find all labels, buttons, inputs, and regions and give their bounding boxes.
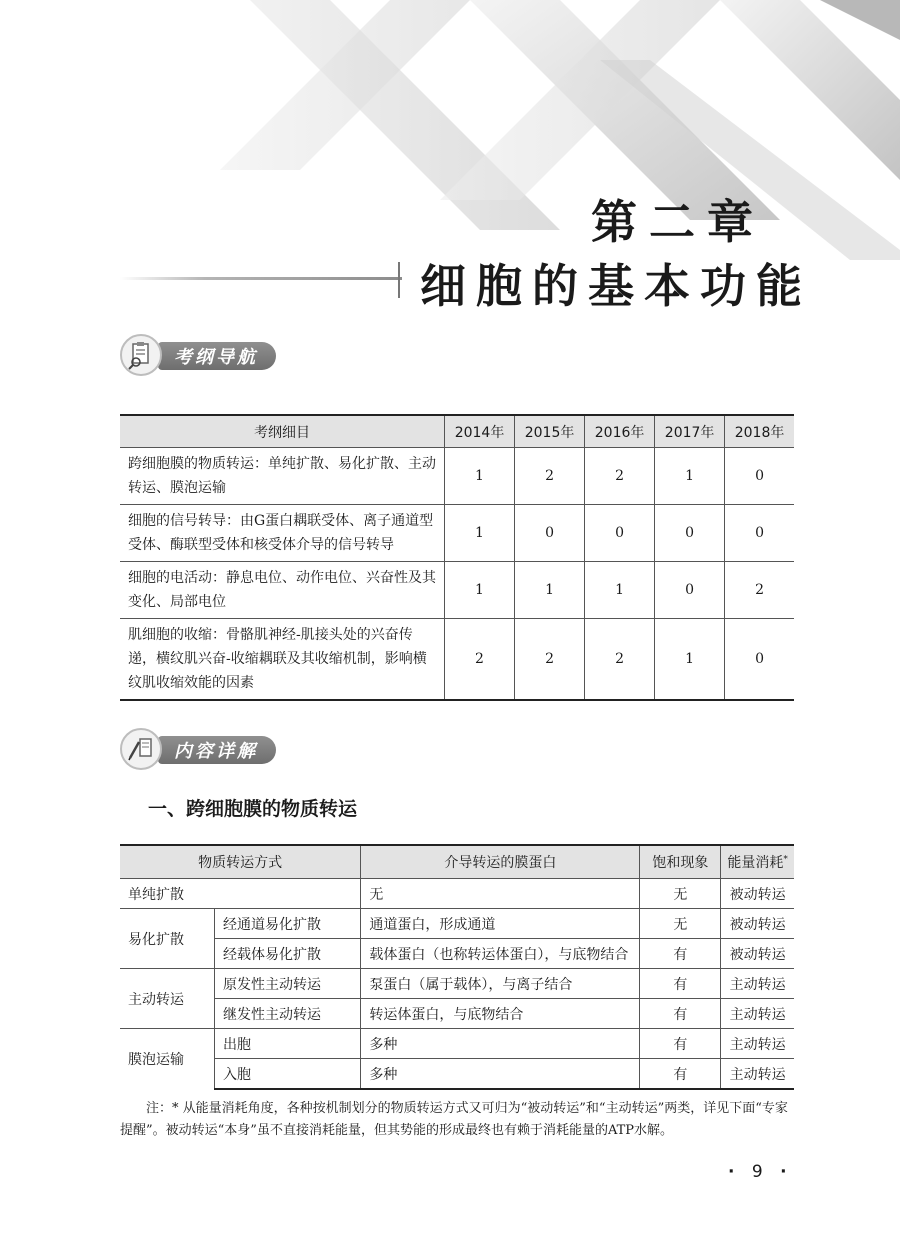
section-label: 考纲导航 — [174, 347, 258, 368]
section-header-content-detail — [120, 728, 280, 772]
count-cell: 2 — [585, 619, 655, 701]
saturation-cell: 无 — [640, 879, 721, 909]
energy-cell: 被动转运 — [721, 939, 794, 969]
table-row — [120, 505, 794, 562]
table-row — [120, 999, 794, 1029]
column-header: 物质转运方式 — [120, 845, 361, 879]
energy-cell: 主动转运 — [721, 1059, 794, 1090]
protein-cell: 多种 — [361, 1029, 640, 1059]
submethod-cell: 继发性主动转运 — [215, 999, 361, 1029]
title-rule — [120, 277, 402, 280]
saturation-cell: 有 — [640, 1059, 721, 1090]
column-header: 能量消耗* — [721, 845, 794, 879]
count-cell: 1 — [515, 562, 585, 619]
count-cell: 2 — [445, 619, 515, 701]
count-cell: 1 — [445, 562, 515, 619]
topic-cell: 细胞的电活动：静息电位、动作电位、兴奋性及其变化、局部电位 — [120, 562, 445, 619]
column-header: 介导转运的膜蛋白 — [361, 845, 640, 879]
submethod-cell: 入胞 — [215, 1059, 361, 1090]
count-cell: 1 — [445, 448, 515, 505]
energy-cell: 被动转运 — [721, 879, 794, 909]
count-cell: 0 — [655, 505, 725, 562]
submethod-cell: 原发性主动转运 — [215, 969, 361, 999]
topic-cell: 跨细胞膜的物质转运：单纯扩散、易化扩散、主动转运、膜泡运输 — [120, 448, 445, 505]
transport-table — [120, 844, 794, 1090]
header-decoration — [0, 0, 900, 260]
count-cell: 0 — [515, 505, 585, 562]
submethod-cell: 经载体易化扩散 — [215, 939, 361, 969]
pen-book-icon — [120, 728, 162, 770]
table-header-row — [120, 415, 794, 448]
saturation-cell: 有 — [640, 939, 721, 969]
table-row — [120, 448, 794, 505]
column-header: 2017年 — [655, 415, 725, 448]
protein-cell: 载体蛋白（也称转运体蛋白），与底物结合 — [361, 939, 640, 969]
column-header: 2018年 — [725, 415, 794, 448]
count-cell: 2 — [515, 619, 585, 701]
count-cell: 1 — [585, 562, 655, 619]
bullet-dot: · — [728, 1162, 735, 1182]
count-cell: 2 — [585, 448, 655, 505]
protein-cell: 无 — [361, 879, 640, 909]
count-cell: 0 — [725, 448, 794, 505]
submethod-cell: 经通道易化扩散 — [215, 909, 361, 939]
table-row — [120, 562, 794, 619]
topic-cell: 肌细胞的收缩：骨骼肌神经-肌接头处的兴奋传递，横纹肌兴奋-收缩耦联及其收缩机制，影响横纹肌收缩效能的因素 — [120, 619, 445, 701]
saturation-cell: 有 — [640, 999, 721, 1029]
method-group-cell: 膜泡运输 — [120, 1029, 215, 1090]
count-cell: 0 — [655, 562, 725, 619]
energy-cell: 主动转运 — [721, 969, 794, 999]
count-cell: 1 — [655, 619, 725, 701]
count-cell: 0 — [585, 505, 655, 562]
table-row — [120, 879, 794, 909]
table-row — [120, 1029, 794, 1059]
footnote-marker: * — [783, 854, 788, 865]
column-header: 2015年 — [515, 415, 585, 448]
chapter-title: 细胞的基本功能 — [420, 259, 812, 313]
saturation-cell: 无 — [640, 909, 721, 939]
count-cell: 0 — [725, 619, 794, 701]
energy-cell: 主动转运 — [721, 999, 794, 1029]
table-row — [120, 939, 794, 969]
exam-outline-table — [120, 414, 794, 701]
clipboard-search-icon — [120, 334, 162, 376]
saturation-cell: 有 — [640, 969, 721, 999]
method-group-cell: 易化扩散 — [120, 909, 215, 969]
page-number-value: 9 — [751, 1162, 763, 1182]
method-group-cell: 主动转运 — [120, 969, 215, 1029]
column-header: 2014年 — [445, 415, 515, 448]
table-row — [120, 909, 794, 939]
count-cell: 1 — [655, 448, 725, 505]
energy-cell: 被动转运 — [721, 909, 794, 939]
bullet-dot: · — [780, 1162, 787, 1182]
table-row — [120, 619, 794, 701]
footnote: 注：* 从能量消耗角度，各种按机制划分的物质转运方式又可归为“被动转运”和“主动转运”两类，详见下面“专家提醒”。被动转运“本身”虽不直接消耗能量，但其势能的形成最终也有赖于消耗能量的ATP水解。 — [120, 1101, 788, 1138]
table-row — [120, 1059, 794, 1090]
section-header-exam-guide — [120, 334, 280, 378]
protein-cell: 泵蛋白（属于载体），与离子结合 — [361, 969, 640, 999]
table-header-row — [120, 845, 794, 879]
submethod-cell: 出胞 — [215, 1029, 361, 1059]
saturation-cell: 有 — [640, 1029, 721, 1059]
count-cell: 0 — [725, 505, 794, 562]
column-header: 考纲细目 — [120, 415, 445, 448]
protein-cell: 多种 — [361, 1059, 640, 1090]
count-cell: 2 — [515, 448, 585, 505]
table-row — [120, 969, 794, 999]
protein-cell: 转运体蛋白，与底物结合 — [361, 999, 640, 1029]
title-rule-tick — [398, 262, 400, 298]
page-number — [728, 1162, 787, 1182]
count-cell: 2 — [725, 562, 794, 619]
column-header: 2016年 — [585, 415, 655, 448]
subsection-heading: 一、跨细胞膜的物质转运 — [148, 798, 358, 820]
method-cell: 单纯扩散 — [120, 879, 361, 909]
count-cell: 1 — [445, 505, 515, 562]
protein-cell: 通道蛋白，形成通道 — [361, 909, 640, 939]
chapter-number: 第二章 — [591, 195, 765, 249]
section-label: 内容详解 — [174, 741, 258, 762]
topic-cell: 细胞的信号转导：由G蛋白耦联受体、离子通道型受体、酶联型受体和核受体介导的信号转导 — [120, 505, 445, 562]
column-header: 饱和现象 — [640, 845, 721, 879]
energy-cell: 主动转运 — [721, 1029, 794, 1059]
